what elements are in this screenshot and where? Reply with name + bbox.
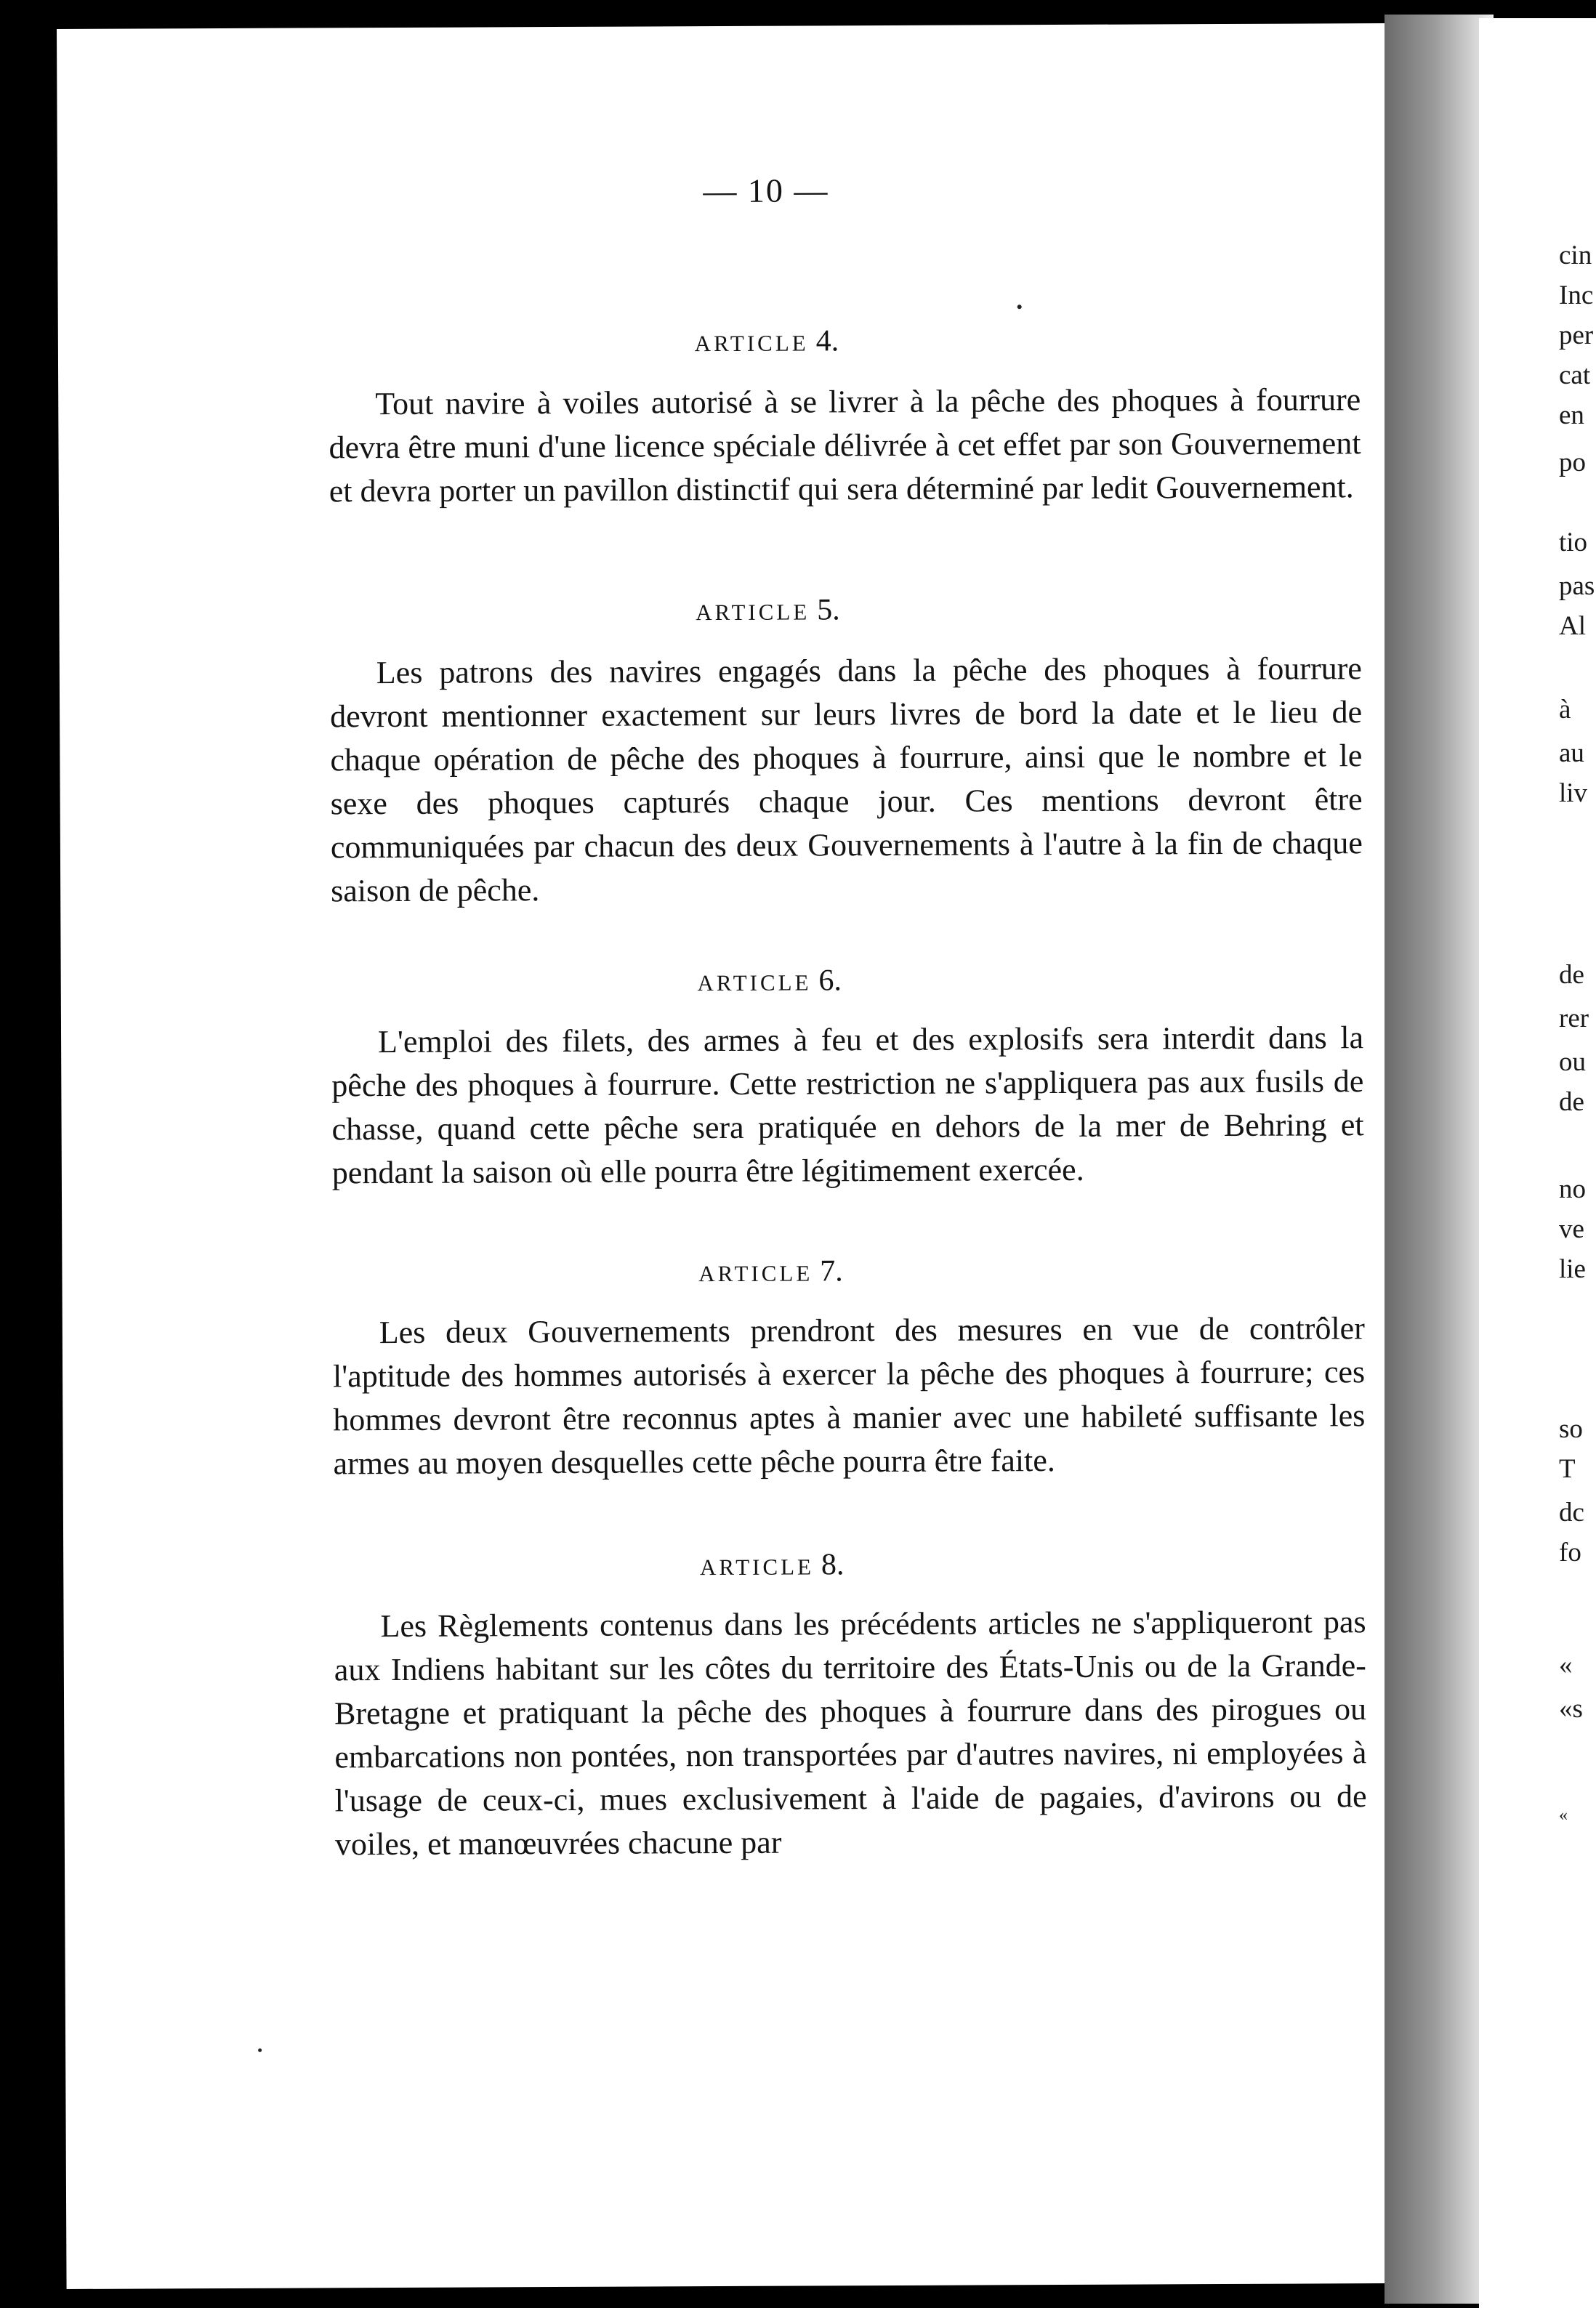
- article-paragraph: [334, 1600, 1367, 1866]
- facing-text-fragment: cat: [1559, 360, 1591, 390]
- facing-page-edge: [1479, 18, 1596, 2308]
- facing-text-fragment: «s: [1559, 1694, 1583, 1724]
- article-label: ARTICLE: [698, 1260, 813, 1287]
- facing-text-fragment: po: [1559, 448, 1586, 477]
- article-label: ARTICLE: [697, 969, 812, 996]
- article-number: 5.: [817, 593, 840, 627]
- article-number: 6.: [818, 964, 842, 998]
- facing-text-fragment: T: [1559, 1454, 1576, 1484]
- article-number: 4.: [815, 324, 839, 358]
- article-heading: [62, 1251, 1392, 1292]
- facing-text-fragment: liv: [1559, 778, 1588, 808]
- facing-text-fragment: ve: [1559, 1214, 1584, 1244]
- facing-text-fragment: à: [1559, 695, 1571, 725]
- article-number: 8.: [821, 1548, 845, 1582]
- facing-text-fragment: Al: [1559, 611, 1586, 641]
- article-paragraph: [331, 1016, 1364, 1195]
- facing-text-fragment: pas: [1559, 571, 1595, 601]
- article-heading: [63, 1545, 1393, 1586]
- facing-text-fragment: so: [1559, 1414, 1583, 1444]
- article-text: L'emploi des filets, des armes à feu et des explosifs sera interdit dans la pêche des phoques à fourrure. Cette restriction ne s'appliquera pas aux fusils de chasse, quand cette pêche sera pratiquée en dehors de la mer de Behring et pendant la saison où elle pourra être légitimement exercée.: [331, 1020, 1364, 1191]
- facing-text-fragment: per: [1559, 320, 1594, 350]
- article-text: Les deux Gouvernements prendront des mesures en vue de contrôler l'aptitude des hommes autorisés à exercer la pêche des phoques à fourrure; ces hommes devront être reconnus aptes à manier avec une habileté suffisante les armes au moyen desquelles cette pêche pourra être faite.: [332, 1310, 1366, 1482]
- facing-text-fragment: lie: [1559, 1254, 1586, 1284]
- facing-text-fragment: au: [1559, 738, 1584, 768]
- facing-text-fragment: dc: [1559, 1498, 1584, 1528]
- facing-text-fragment: ou: [1559, 1047, 1586, 1077]
- article-heading: [58, 321, 1388, 362]
- article-heading: [61, 961, 1391, 1001]
- article-label: ARTICLE: [694, 330, 809, 357]
- facing-text-fragment: tio: [1559, 528, 1588, 557]
- article-text: Les Règlements contenus dans les précédents articles ne s'appliqueront pas aux Indiens habitant sur les côtes du territoire des États-Unis ou de la Grande-Bretagne et pratiquant la pêche des phoques à fourrure dans des pirogues ou embarcations non pontées, non transportées par d'autres navires, ni employées à l'usage de ceux-ci, mues exclusivement à l'aide de pagaies, d'avirons ou de voiles, et manœuvrées chacune par: [334, 1604, 1367, 1863]
- dust-speck: [258, 2049, 262, 2052]
- article-text: Tout navire à voiles autorisé à se livrer à la pêche des phoques à fourrure devra être muni d'une licence spéciale délivrée à cet effet par son Gouvernement et devra porter un pavillon distinctif qui sera déterminé par ledit Gouvernement.: [329, 382, 1361, 509]
- article-number: 7.: [820, 1254, 843, 1288]
- page-number: — 10 —: [703, 172, 829, 210]
- facing-text-fragment: «: [1559, 1650, 1573, 1680]
- facing-text-fragment: cin: [1559, 241, 1592, 270]
- facing-text-fragment: de: [1559, 960, 1584, 990]
- facing-text-fragment: de: [1559, 1087, 1584, 1117]
- article-paragraph: [333, 1307, 1366, 1485]
- facing-text-fragment: Inc: [1559, 281, 1594, 310]
- article-label: ARTICLE: [699, 1554, 815, 1581]
- article-text: Les patrons des navires engagés dans la pêche des phoques à fourrure devront mentionner exactement sur leurs livres de bord la date et le lieu de chaque opération de pêche des phoques à fourrure, ainsi que le nombre et le sexe des phoques capturés chaque jour. Ces mentions devront être communiquées par chacun des deux Gouvernements à l'autre à la fin de chaque saison de pêche.: [330, 650, 1363, 909]
- facing-text-fragment: rer: [1559, 1004, 1589, 1033]
- book-page: [57, 23, 1397, 2289]
- facing-text-fragment: «: [1559, 1806, 1568, 1825]
- article-label: ARTICLE: [696, 599, 810, 626]
- article-heading: [59, 590, 1389, 631]
- article-paragraph: [330, 647, 1363, 913]
- dust-speck: [1017, 304, 1022, 309]
- facing-text-fragment: fo: [1559, 1538, 1581, 1567]
- article-paragraph: [329, 378, 1361, 513]
- facing-text-fragment: en: [1559, 400, 1584, 430]
- binding-shadow: [1385, 15, 1494, 2304]
- facing-text-fragment: no: [1559, 1174, 1586, 1204]
